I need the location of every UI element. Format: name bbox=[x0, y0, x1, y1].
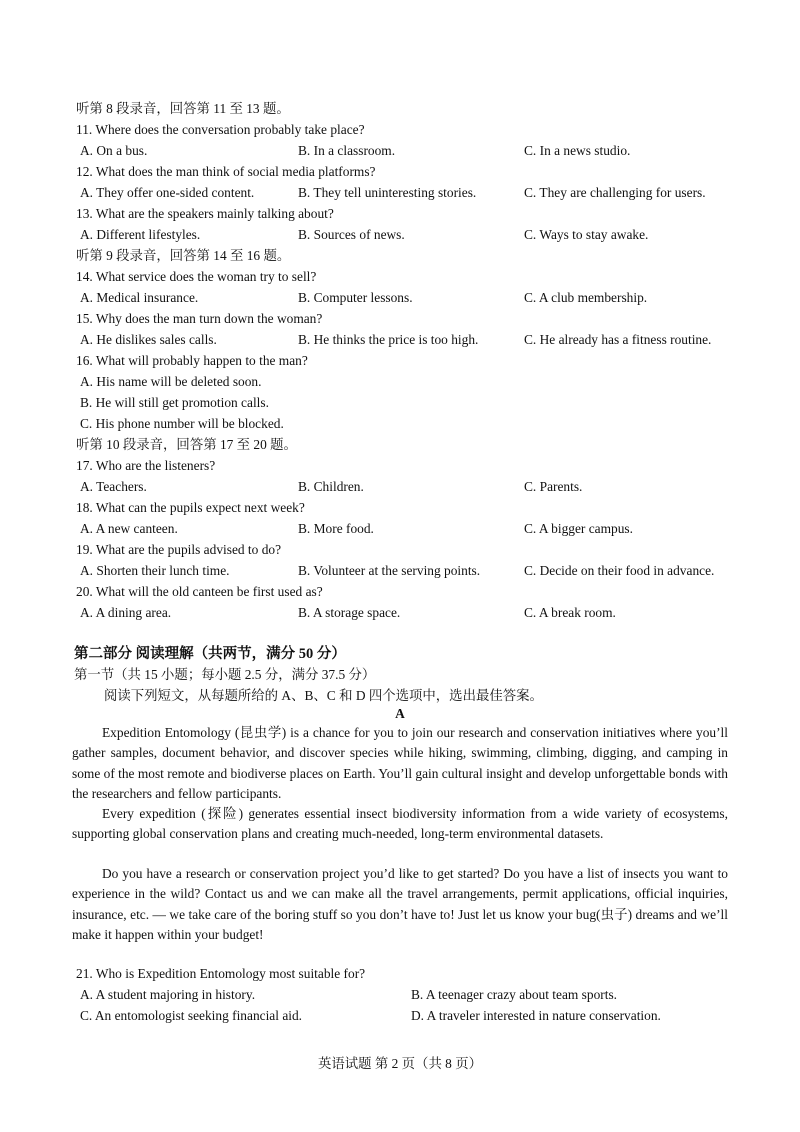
question-15: 15. Why does the man turn down the woman? bbox=[76, 311, 323, 326]
option-17b: B. Children. bbox=[298, 479, 364, 494]
option-21c: C. An entomologist seeking financial aid. bbox=[80, 1008, 303, 1023]
question-11: 11. Where does the conversation probably take place? bbox=[76, 122, 365, 137]
option-14c: C. A club membership. bbox=[524, 290, 648, 305]
option-18b: B. More food. bbox=[298, 521, 374, 536]
question-16: 16. What will probably happen to the man? bbox=[76, 353, 308, 368]
option-19a: A. Shorten their lunch time. bbox=[80, 563, 230, 578]
passage-paragraph-1 bbox=[72, 723, 728, 804]
passage-paragraph-3 bbox=[72, 864, 728, 945]
question-18: 18. What can the pupils expect next week? bbox=[76, 500, 305, 515]
question-12: 12. What does the man think of social media platforms? bbox=[76, 164, 376, 179]
listening-header-9: 听第 9 段录音，回答第 14 至 16 题。 bbox=[76, 248, 291, 263]
option-15a: A. He dislikes sales calls. bbox=[80, 332, 217, 347]
part2-title: 第二部分 阅读理解（共两节，满分 50 分） bbox=[74, 646, 346, 662]
page-footer: 英语试题 第 2 页（共 8 页） bbox=[317, 1056, 483, 1071]
option-14a: A. Medical insurance. bbox=[80, 290, 199, 305]
question-19: 19. What are the pupils advised to do? bbox=[76, 542, 282, 557]
option-20b: B. A storage space. bbox=[298, 605, 401, 620]
option-13a: A. Different lifestyles. bbox=[80, 227, 201, 242]
passage-paragraph-2 bbox=[72, 804, 728, 845]
option-18c: C. A bigger campus. bbox=[524, 521, 633, 536]
question-13: 13. What are the speakers mainly talking about? bbox=[76, 206, 334, 221]
option-21b: B. A teenager crazy about team sports. bbox=[411, 987, 617, 1002]
option-14b: B. Computer lessons. bbox=[298, 290, 413, 305]
option-13c: C. Ways to stay awake. bbox=[524, 227, 649, 242]
question-21: 21. Who is Expedition Entomology most suitable for? bbox=[76, 966, 366, 981]
option-20a: A. A dining area. bbox=[80, 605, 172, 620]
paragraph-1-text: Expedition Entomology (昆虫学) is a chance for you to join our research and conservation initiatives where you’ll gather samples, document behavior, and discover species while hiking, swimming, climbing, digging, and camping in some of the most remote and biodiverse places on Earth. You’ll gain cultural insight and develop unforgettable bonds with the researchers and fellow participants. bbox=[72, 725, 728, 801]
option-18a: A. A new canteen. bbox=[80, 521, 178, 536]
option-19b: B. Volunteer at the serving points. bbox=[298, 563, 481, 578]
option-15c: C. He already has a fitness routine. bbox=[524, 332, 712, 347]
listening-header-10: 听第 10 段录音，回答第 17 至 20 题。 bbox=[76, 437, 297, 452]
question-17: 17. Who are the listeners? bbox=[76, 458, 216, 473]
option-17c: C. Parents. bbox=[524, 479, 583, 494]
option-16c: C. His phone number will be blocked. bbox=[80, 416, 284, 431]
option-15b: B. He thinks the price is too high. bbox=[298, 332, 479, 347]
paragraph-3-text: Do you have a research or conservation project you’d like to get started? Do you have a list of insects you want to experience in the wild? Contact us and we can make all the travel arrangements, permit applications, official inquiries, insurance, etc. — we take care of the boring stuff so you don’t have to! Just let us know your bug(虫子) dreams and we’ll make it happen within your budget! bbox=[72, 866, 728, 942]
listening-header-8: 听第 8 段录音，回答第 11 至 13 题。 bbox=[76, 101, 290, 116]
option-13b: B. Sources of news. bbox=[298, 227, 405, 242]
option-11a: A. On a bus. bbox=[80, 143, 148, 158]
option-12a: A. They offer one-sided content. bbox=[80, 185, 255, 200]
option-16b: B. He will still get promotion calls. bbox=[80, 395, 269, 410]
option-21d: D. A traveler interested in nature conservation. bbox=[411, 1008, 661, 1023]
option-11c: C. In a news studio. bbox=[524, 143, 631, 158]
section1-title: 第一节（共 15 小题；每小题 2.5 分，满分 37.5 分） bbox=[74, 667, 376, 682]
option-17a: A. Teachers. bbox=[80, 479, 147, 494]
option-20c: C. A break room. bbox=[524, 605, 616, 620]
question-14: 14. What service does the woman try to sell? bbox=[76, 269, 317, 284]
option-19c: C. Decide on their food in advance. bbox=[524, 563, 715, 578]
option-12c: C. They are challenging for users. bbox=[524, 185, 706, 200]
paragraph-2-text: Every expedition (探险) generates essential insect biodiversity information from a wide variety of ecosystems, supporting global conservation plans and creating much-needed, long-term environmental datasets. bbox=[72, 806, 728, 842]
option-16a: A. His name will be deleted soon. bbox=[80, 374, 262, 389]
passage-letter: A bbox=[395, 706, 405, 721]
reading-instruction: 阅读下列短文，从每题所给的 A、B、C 和 D 四个选项中，选出最佳答案。 bbox=[104, 688, 543, 703]
question-20: 20. What will the old canteen be first used as? bbox=[76, 584, 323, 599]
option-11b: B. In a classroom. bbox=[298, 143, 396, 158]
option-12b: B. They tell uninteresting stories. bbox=[298, 185, 477, 200]
option-21a: A. A student majoring in history. bbox=[80, 987, 256, 1002]
